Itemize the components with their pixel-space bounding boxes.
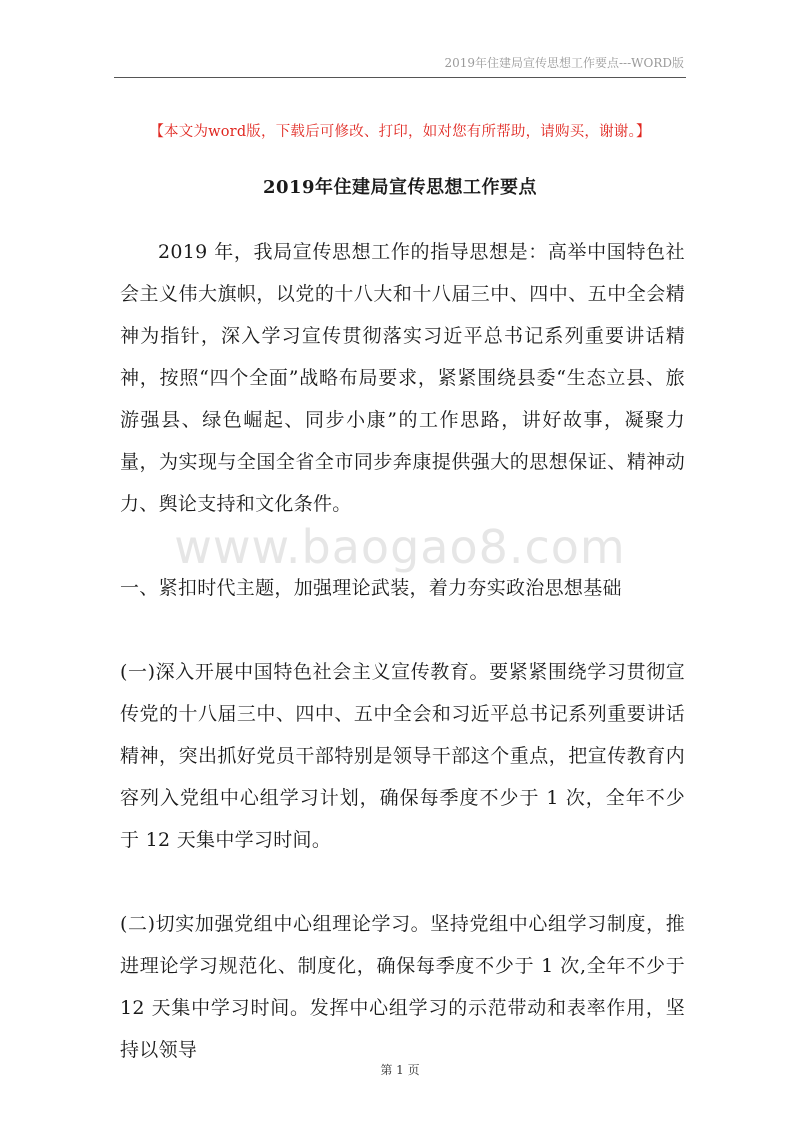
header-rule (114, 77, 686, 78)
purchase-notice: 【本文为word版，下载后可修改、打印，如对您有所帮助，请购买，谢谢。】 (149, 124, 651, 140)
document-title: 2019年住建局宣传思想工作要点 (262, 177, 538, 198)
page-number: 第 1 页 (380, 1063, 420, 1077)
running-header: 2019年住建局宣传思想工作要点---WORD版 (444, 56, 684, 70)
section-heading-1: 一、紧扣时代主题，加强理论武装，着力夯实政治思想基础 (120, 577, 622, 599)
watermark: www.baogao8.com (174, 520, 626, 574)
intro-paragraph: 2019 年，我局宣传思想工作的指导思想是：高举中国特色社会主义伟大旗帜，以党的十八大和十八届三中、四中、五中全会精神为指针，深入学习宣传贯彻落实习近平总书记系列重要讲话精神，按照“四个全面”战略布局要求，紧紧围绕县委“生态立县、旅游强县、绿色崛起、同步小康”的工作思路，讲好故事，凝聚力量，为实现与全国全省全市同步奔康提供强大的思想保证、精神动力、舆论支持和文化条件。 (120, 241, 685, 515)
item-paragraph-1: (一)深入开展中国特色社会主义宣传教育。要紧紧围绕学习贯彻宣传党的十八届三中、四中、五中全会和习近平总书记系列重要讲话精神，突出抓好党员干部特别是领导干部这个重点，把宣传教育内容列入党组中心组学习计划，确保每季度不少于 1 次，全年不少于 12 天集中学习时间。 (120, 661, 685, 851)
item-paragraph-2: (二)切实加强党组中心组理论学习。坚持党组中心组学习制度，推进理论学习规范化、制度化，确保每季度不少于 1 次,全年不少于 12 天集中学习时间。发挥中心组学习的示范带动和表率作用，坚持以领导 (120, 913, 685, 1061)
